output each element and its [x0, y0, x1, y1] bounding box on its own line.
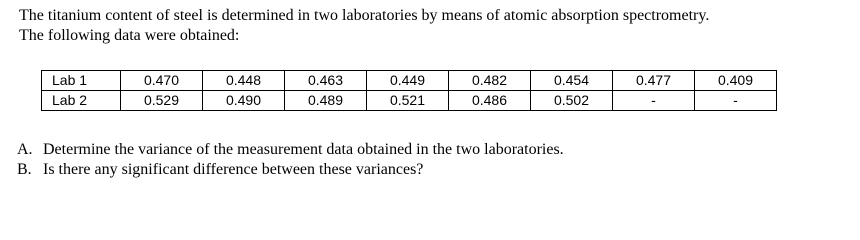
table-cell: 0.529	[121, 91, 203, 111]
question-marker: B.	[17, 161, 32, 178]
table-cell: 0.463	[285, 71, 367, 91]
table-cell: 0.449	[367, 71, 449, 91]
question-a	[17, 140, 564, 160]
problem-intro	[19, 6, 709, 46]
row-label-lab-2: Lab 2	[42, 91, 121, 111]
question-b	[17, 160, 564, 180]
table-cell: 0.409	[695, 71, 777, 91]
intro-line-1: The titanium content of steel is determined in two laboratories by means of atomic absorption spectrometry.	[19, 7, 710, 24]
table-cell: 0.490	[203, 91, 285, 111]
table-cell: 0.470	[121, 71, 203, 91]
question-list	[17, 140, 564, 180]
question-text: Determine the variance of the measurement data obtained in the two laboratories.	[43, 141, 564, 158]
table-cell: 0.521	[367, 91, 449, 111]
table-cell: 0.477	[613, 71, 695, 91]
table-cell: -	[695, 91, 777, 111]
table-cell: 0.482	[449, 71, 531, 91]
question-text: Is there any significant difference between these variances?	[43, 161, 424, 178]
table-cell: 0.448	[203, 71, 285, 91]
table-cell: 0.454	[531, 71, 613, 91]
titanium-data-table	[41, 70, 777, 111]
table-cell: 0.486	[449, 91, 531, 111]
table-row-lab-1	[42, 71, 777, 91]
table-cell: 0.489	[285, 91, 367, 111]
table-row-lab-2	[42, 91, 777, 111]
row-label-lab-1: Lab 1	[42, 71, 121, 91]
intro-line-2: The following data were obtained:	[19, 27, 240, 44]
table-cell: -	[613, 91, 695, 111]
table-cell: 0.502	[531, 91, 613, 111]
question-marker: A.	[17, 141, 33, 158]
